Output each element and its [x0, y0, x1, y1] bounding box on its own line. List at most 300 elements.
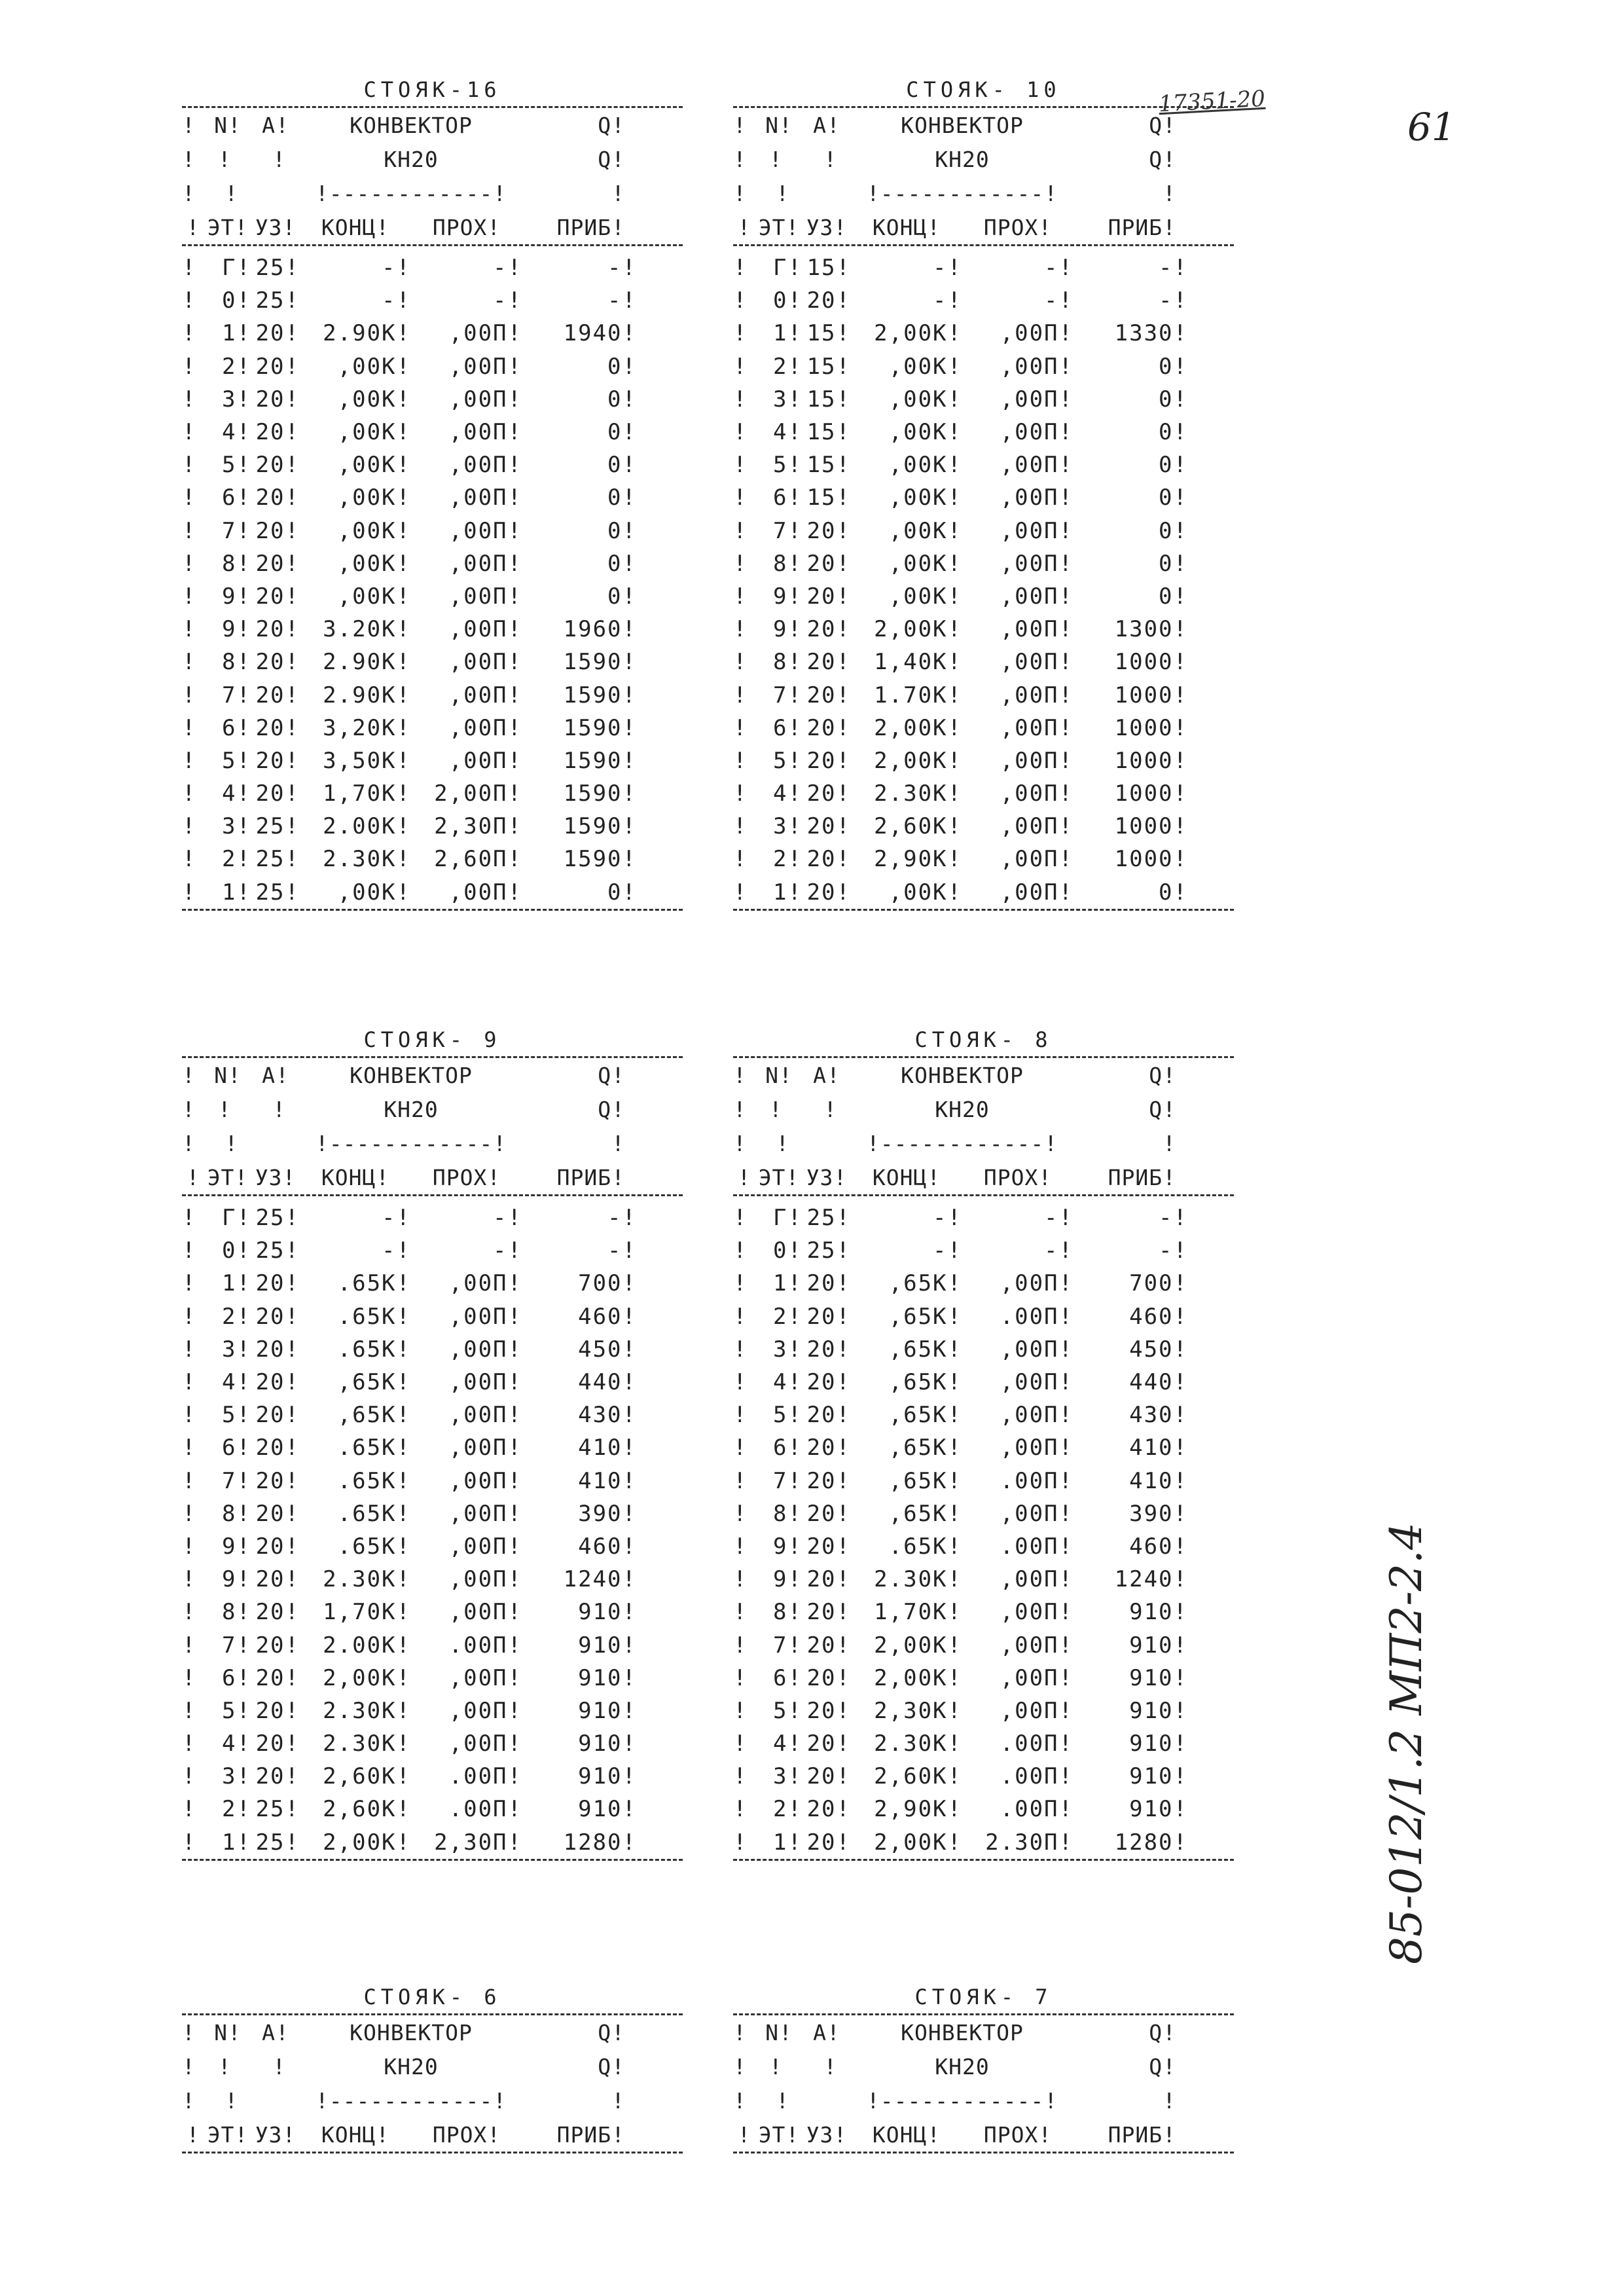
cell-konc: 1,40К!: [874, 649, 962, 676]
header-cell: !: [737, 1164, 751, 1190]
header-cell: !: [733, 112, 761, 138]
cell-node: 20!: [255, 649, 300, 676]
header-a: А!: [262, 1062, 289, 1088]
header-line-1: [733, 108, 1234, 142]
riser-title: СТОЯК-16: [363, 77, 501, 102]
cell-node: 25!: [255, 1237, 300, 1264]
column-separator: !: [733, 846, 748, 873]
column-separator: !: [733, 550, 748, 577]
cell-prib: 0!: [607, 419, 637, 446]
cell-node: 15!: [806, 255, 851, 282]
cell-floor: 9!: [222, 1533, 251, 1560]
cell-floor: Г!: [773, 1205, 803, 1232]
cell-konc: ,65К!: [888, 1467, 962, 1494]
cell-node: 25!: [255, 287, 300, 314]
cell-node: 20!: [255, 1566, 300, 1593]
cell-node: 20!: [806, 747, 851, 774]
header-line-2: [182, 1092, 683, 1126]
cell-node: 20!: [255, 747, 300, 774]
table-row: [733, 1431, 1234, 1464]
cell-floor: 8!: [222, 1500, 251, 1527]
cell-prox: ,00П!: [448, 1599, 522, 1626]
cell-prib: 0!: [607, 386, 637, 412]
column-separator: !: [182, 1369, 197, 1396]
cell-konc: 2.00К!: [323, 1632, 411, 1659]
header-prib: ПРИБ!: [556, 214, 625, 240]
cell-konc: 1,70К!: [323, 1599, 411, 1626]
cell-konc: 2,60К!: [874, 1763, 962, 1790]
table-row: [733, 1662, 1234, 1695]
cell-floor: 9!: [222, 616, 251, 643]
column-separator: !: [733, 1435, 748, 1461]
riser-title: СТОЯК- 10: [906, 77, 1061, 102]
cell-konc: 2,00К!: [874, 616, 962, 643]
table-row: [182, 1333, 683, 1366]
cell-konc: ,00К!: [337, 879, 411, 906]
column-separator: !: [733, 1731, 748, 1757]
header-q: Q!: [598, 112, 625, 138]
column-separator: !: [733, 1533, 748, 1560]
header-prib: ПРИБ!: [556, 1164, 625, 1190]
cell-konc: ,00К!: [888, 419, 962, 446]
cell-prox: ,00П!: [1000, 353, 1074, 380]
table-header: [182, 108, 683, 244]
cell-prox: 2.30П!: [985, 1829, 1074, 1856]
table-rule: [182, 909, 683, 911]
cell-node: 15!: [806, 320, 851, 347]
column-separator: !: [182, 255, 197, 282]
column-separator: !: [182, 1566, 197, 1593]
riser-title: СТОЯК- 8: [914, 1027, 1053, 1052]
cell-floor: 4!: [773, 780, 803, 807]
table-row: [733, 1300, 1234, 1333]
cell-floor: 1!: [773, 1270, 803, 1297]
header-et: ЭТ!: [207, 214, 249, 240]
header-line-3: [182, 2083, 683, 2117]
cell-floor: 8!: [773, 649, 803, 676]
column-separator: !: [733, 616, 748, 643]
cell-node: 20!: [255, 1402, 300, 1429]
cell-prox: ,00П!: [1000, 649, 1074, 676]
table-row: [182, 416, 683, 449]
header-a: А!: [262, 112, 289, 138]
table-row: [733, 1826, 1234, 1859]
header-cell: !: [182, 2087, 209, 2114]
cell-konc: -!: [933, 1237, 962, 1264]
cell-konc: 2.90К!: [323, 320, 411, 347]
cell-prox: ,00П!: [448, 1697, 522, 1724]
header-cell: !: [186, 2121, 200, 2148]
cell-prib: 0!: [1159, 386, 1188, 412]
cell-prib: 910!: [578, 1697, 637, 1724]
cell-node: 20!: [255, 320, 300, 347]
table-row: [733, 810, 1234, 843]
cell-prox: ,00П!: [448, 583, 522, 610]
cell-floor: 4!: [773, 419, 803, 446]
table-row: [182, 1596, 683, 1628]
cell-floor: 3!: [773, 1336, 803, 1363]
cell-prox: 2,00П!: [434, 780, 522, 807]
cell-node: 20!: [806, 1270, 851, 1297]
cell-konc: 2,00К!: [874, 320, 962, 347]
table-row: [182, 810, 683, 843]
header-cell: !: [182, 1096, 209, 1122]
table-row: [182, 712, 683, 744]
header-kn: КН20: [935, 146, 990, 172]
header-cell: !: [737, 2121, 751, 2148]
cell-prib: 0!: [1159, 452, 1188, 479]
cell-floor: 9!: [773, 616, 803, 643]
cell-konc: 2,60К!: [323, 1763, 411, 1790]
header-a: А!: [813, 1062, 840, 1088]
cell-prox: -!: [493, 287, 522, 314]
cell-floor: 2!: [773, 1796, 803, 1823]
cell-prib: 1590!: [563, 780, 637, 807]
cell-prib: -!: [1159, 1205, 1188, 1232]
table-header: [733, 108, 1234, 244]
cell-node: 20!: [806, 1467, 851, 1494]
cell-prib: 430!: [578, 1402, 637, 1429]
cell-prib: 440!: [1129, 1369, 1188, 1396]
cell-node: 20!: [806, 1402, 851, 1429]
cell-prox: ,00П!: [448, 616, 522, 643]
cell-node: 20!: [255, 452, 300, 479]
cell-konc: 2.90К!: [323, 649, 411, 676]
cell-node: 15!: [806, 353, 851, 380]
header-cell: !: [182, 112, 209, 138]
cell-floor: 8!: [222, 550, 251, 577]
cell-prox: ,00П!: [1000, 517, 1074, 544]
cell-floor: 6!: [222, 714, 251, 741]
cell-floor: 9!: [773, 1566, 803, 1593]
header-et: ЭТ!: [758, 214, 800, 240]
cell-node: 20!: [255, 583, 300, 610]
cell-node: 20!: [255, 682, 300, 708]
cell-prox: ,00П!: [1000, 1664, 1074, 1691]
header-uz: УЗ!: [806, 1164, 848, 1190]
header-line-1: [182, 1058, 683, 1092]
cell-konc: ,00К!: [888, 879, 962, 906]
table-row: [733, 1760, 1234, 1793]
cell-prox: .00П!: [1000, 1303, 1074, 1330]
table-header: [733, 2015, 1234, 2152]
cell-node: 20!: [806, 517, 851, 544]
cell-prox: ,00П!: [1000, 780, 1074, 807]
table-row: [182, 317, 683, 350]
cell-konc: 1.70К!: [874, 682, 962, 708]
cell-konc: 2,90К!: [874, 1796, 962, 1823]
cell-floor: 3!: [773, 386, 803, 412]
cell-konc: 2.00К!: [323, 813, 411, 840]
cell-konc: 2.30К!: [323, 846, 411, 873]
cell-floor: 7!: [222, 682, 251, 708]
table-row: [182, 646, 683, 678]
cell-floor: 0!: [222, 1237, 251, 1264]
table-row: [182, 613, 683, 646]
header-q2: Q!: [598, 2053, 625, 2080]
header-konvektor: КОНВЕКТОР: [901, 2019, 1024, 2045]
header-prib: ПРИБ!: [1108, 1164, 1176, 1190]
header-n: N!: [214, 112, 242, 138]
column-separator: !: [182, 517, 197, 544]
cell-node: 20!: [806, 1829, 851, 1856]
column-separator: !: [182, 485, 197, 511]
table-row: [733, 1366, 1234, 1399]
header-prox: ПРОХ!: [432, 2121, 501, 2148]
header-prox: ПРОХ!: [983, 2121, 1053, 2148]
table-row: [182, 1662, 683, 1695]
header-a: А!: [813, 112, 840, 138]
table-row: [733, 777, 1234, 810]
header-separator: !------------!: [315, 180, 507, 206]
cell-prox: ,00П!: [448, 1402, 522, 1429]
cell-prib: 1300!: [1114, 616, 1188, 643]
column-separator: !: [182, 1599, 197, 1626]
header-cell: !: [182, 1062, 209, 1088]
cell-prib: -!: [607, 1237, 637, 1264]
cell-floor: 8!: [773, 550, 803, 577]
column-separator: !: [182, 1270, 197, 1297]
header-line-1: [733, 1058, 1234, 1092]
table-row: [733, 317, 1234, 350]
cell-prib: -!: [1159, 255, 1188, 282]
cell-prib: 910!: [1129, 1763, 1188, 1790]
cell-node: 20!: [806, 583, 851, 610]
cell-prox: ,00П!: [1000, 813, 1074, 840]
cell-node: 20!: [806, 846, 851, 873]
cell-prox: ,00П!: [1000, 714, 1074, 741]
cell-prib: 700!: [1129, 1270, 1188, 1297]
header-cell: !: [182, 2019, 209, 2045]
cell-prib: 1960!: [563, 616, 637, 643]
cell-konc: ,65К!: [888, 1435, 962, 1461]
cell-floor: 5!: [222, 1697, 251, 1724]
column-separator: !: [182, 583, 197, 610]
table-body: [733, 246, 1234, 909]
header-konvektor: КОНВЕКТОР: [350, 1062, 473, 1088]
cell-prox: -!: [1044, 287, 1074, 314]
cell-prib: 1590!: [563, 846, 637, 873]
cell-konc: -!: [382, 255, 411, 282]
cell-node: 20!: [255, 1664, 300, 1691]
table-body: [733, 1196, 1234, 1859]
cell-prib: 1590!: [563, 813, 637, 840]
table-row: [733, 580, 1234, 613]
cell-prib: 410!: [1129, 1435, 1188, 1461]
cell-prib: 390!: [1129, 1500, 1188, 1527]
cell-node: 20!: [255, 1500, 300, 1527]
column-separator: !: [182, 550, 197, 577]
cell-floor: 4!: [773, 1731, 803, 1757]
cell-prox: ,00П!: [448, 517, 522, 544]
cell-prox: ,00П!: [1000, 1435, 1074, 1461]
cell-prox: ,00П!: [1000, 1697, 1074, 1724]
cell-floor: 5!: [222, 452, 251, 479]
table-row: [182, 284, 683, 317]
table-row: [733, 1399, 1234, 1431]
table-row: [182, 1300, 683, 1333]
cell-node: 20!: [806, 879, 851, 906]
table-row: [733, 1727, 1234, 1760]
table-row: [733, 1497, 1234, 1530]
header-konc: КОНЦ!: [321, 2121, 390, 2148]
column-separator: !: [733, 1697, 748, 1724]
cell-floor: 1!: [222, 320, 251, 347]
column-separator: !: [182, 1763, 197, 1790]
cell-prox: ,00П!: [1000, 1599, 1074, 1626]
cell-prox: ,00П!: [448, 1303, 522, 1330]
cell-floor: 9!: [773, 1533, 803, 1560]
cell-prib: 1000!: [1114, 747, 1188, 774]
column-separator: !: [182, 386, 197, 412]
table-row: [182, 1366, 683, 1399]
cell-prox: ,00П!: [1000, 386, 1074, 412]
cell-floor: 9!: [222, 583, 251, 610]
header-cell: !: [733, 1062, 761, 1088]
cell-prox: ,00П!: [448, 1664, 522, 1691]
header-cell: !: [611, 1130, 625, 1156]
column-separator: !: [182, 1237, 197, 1264]
header-cell: !: [776, 2087, 831, 2114]
table-row: [733, 1695, 1234, 1727]
cell-konc: ,65К!: [888, 1336, 962, 1363]
header-line-2: [733, 1092, 1234, 1126]
header-cell: ! !: [217, 1096, 287, 1122]
cell-node: 25!: [255, 813, 300, 840]
cell-konc: 2,60К!: [874, 813, 962, 840]
table-row: [182, 449, 683, 481]
cell-prib: 460!: [578, 1533, 637, 1560]
table-body: [182, 1196, 683, 1859]
cell-floor: 5!: [222, 747, 251, 774]
cell-node: 20!: [806, 287, 851, 314]
column-separator: !: [182, 846, 197, 873]
cell-floor: 7!: [222, 1467, 251, 1494]
cell-konc: 2,00К!: [323, 1664, 411, 1691]
cell-floor: 8!: [222, 649, 251, 676]
cell-prox: ,00П!: [448, 1731, 522, 1757]
column-separator: !: [182, 1500, 197, 1527]
cell-node: 20!: [255, 517, 300, 544]
cell-prib: 0!: [1159, 550, 1188, 577]
cell-node: 20!: [806, 1731, 851, 1757]
cell-node: 25!: [806, 1237, 851, 1264]
cell-prox: ,00П!: [1000, 550, 1074, 577]
header-line-4: [733, 1160, 1234, 1194]
header-et: ЭТ!: [207, 2121, 249, 2148]
cell-konc: ,00К!: [337, 485, 411, 511]
cell-node: 20!: [806, 1796, 851, 1823]
cell-prox: ,00П!: [448, 1270, 522, 1297]
cell-prib: 0!: [607, 485, 637, 511]
cell-node: 15!: [806, 485, 851, 511]
cell-node: 20!: [255, 1731, 300, 1757]
riser-title: СТОЯК- 6: [363, 1985, 501, 2009]
column-separator: !: [733, 1500, 748, 1527]
header-cell: !: [733, 180, 761, 206]
column-separator: !: [733, 1599, 748, 1626]
cell-konc: .65К!: [337, 1270, 411, 1297]
cell-konc: 2.30К!: [323, 1566, 411, 1593]
cell-konc: ,00К!: [337, 419, 411, 446]
header-line-2: [182, 2049, 683, 2083]
cell-floor: 7!: [773, 517, 803, 544]
column-separator: !: [182, 1829, 197, 1856]
cell-node: 20!: [806, 649, 851, 676]
header-prib: ПРИБ!: [1108, 2121, 1176, 2148]
column-separator: !: [733, 287, 748, 314]
cell-node: 20!: [806, 682, 851, 708]
corner-number: 17351-20: [1158, 85, 1266, 118]
cell-floor: 2!: [222, 1796, 251, 1823]
cell-node: 25!: [255, 1796, 300, 1823]
header-cell: ! !: [768, 1096, 838, 1122]
cell-konc: .65К!: [337, 1500, 411, 1527]
cell-floor: 1!: [222, 879, 251, 906]
header-q: Q!: [598, 1062, 625, 1088]
cell-prib: 910!: [1129, 1796, 1188, 1823]
cell-node: 20!: [806, 1664, 851, 1691]
header-uz: УЗ!: [806, 214, 848, 240]
cell-prox: ,00П!: [1000, 846, 1074, 873]
cell-prox: ,00П!: [1000, 583, 1074, 610]
cell-prox: ,00П!: [1000, 1402, 1074, 1429]
cell-prib: 1940!: [563, 320, 637, 347]
cell-konc: ,65К!: [888, 1369, 962, 1396]
header-cell: !: [733, 2087, 761, 2114]
header-n: N!: [765, 2019, 793, 2045]
column-separator: !: [733, 747, 748, 774]
cell-prox: ,00П!: [448, 747, 522, 774]
column-separator: !: [182, 1402, 197, 1429]
cell-prox: ,00П!: [448, 649, 522, 676]
header-q: Q!: [598, 2019, 625, 2045]
table-row: [182, 515, 683, 547]
column-separator: !: [182, 353, 197, 380]
header-cell: !: [1163, 1130, 1176, 1156]
cell-prib: 0!: [1159, 583, 1188, 610]
cell-prib: -!: [1159, 287, 1188, 314]
header-cell: !: [225, 2087, 280, 2114]
cell-node: 25!: [255, 846, 300, 873]
header-prox: ПРОХ!: [432, 214, 501, 240]
header-prox: ПРОХ!: [432, 1164, 501, 1190]
table-row: [182, 383, 683, 416]
column-separator: !: [733, 1336, 748, 1363]
cell-prox: ,00П!: [448, 1500, 522, 1527]
header-line-4: [733, 210, 1234, 244]
column-separator: !: [182, 1697, 197, 1724]
cell-prib: 1330!: [1114, 320, 1188, 347]
cell-floor: 3!: [773, 1763, 803, 1790]
cell-floor: 2!: [773, 353, 803, 380]
column-separator: !: [182, 747, 197, 774]
cell-prib: 0!: [1159, 517, 1188, 544]
cell-node: 25!: [255, 1829, 300, 1856]
riser-table: [182, 73, 683, 911]
cell-floor: 5!: [773, 747, 803, 774]
column-separator: !: [182, 714, 197, 741]
header-n: N!: [765, 1062, 793, 1088]
header-et: ЭТ!: [758, 2121, 800, 2148]
cell-prib: 410!: [1129, 1467, 1188, 1494]
cell-floor: 7!: [773, 1467, 803, 1494]
cell-prox: ,00П!: [448, 1533, 522, 1560]
cell-prox: ,00П!: [1000, 1369, 1074, 1396]
cell-floor: 1!: [773, 1829, 803, 1856]
cell-konc: ,00К!: [888, 353, 962, 380]
cell-prib: 1280!: [563, 1829, 637, 1856]
